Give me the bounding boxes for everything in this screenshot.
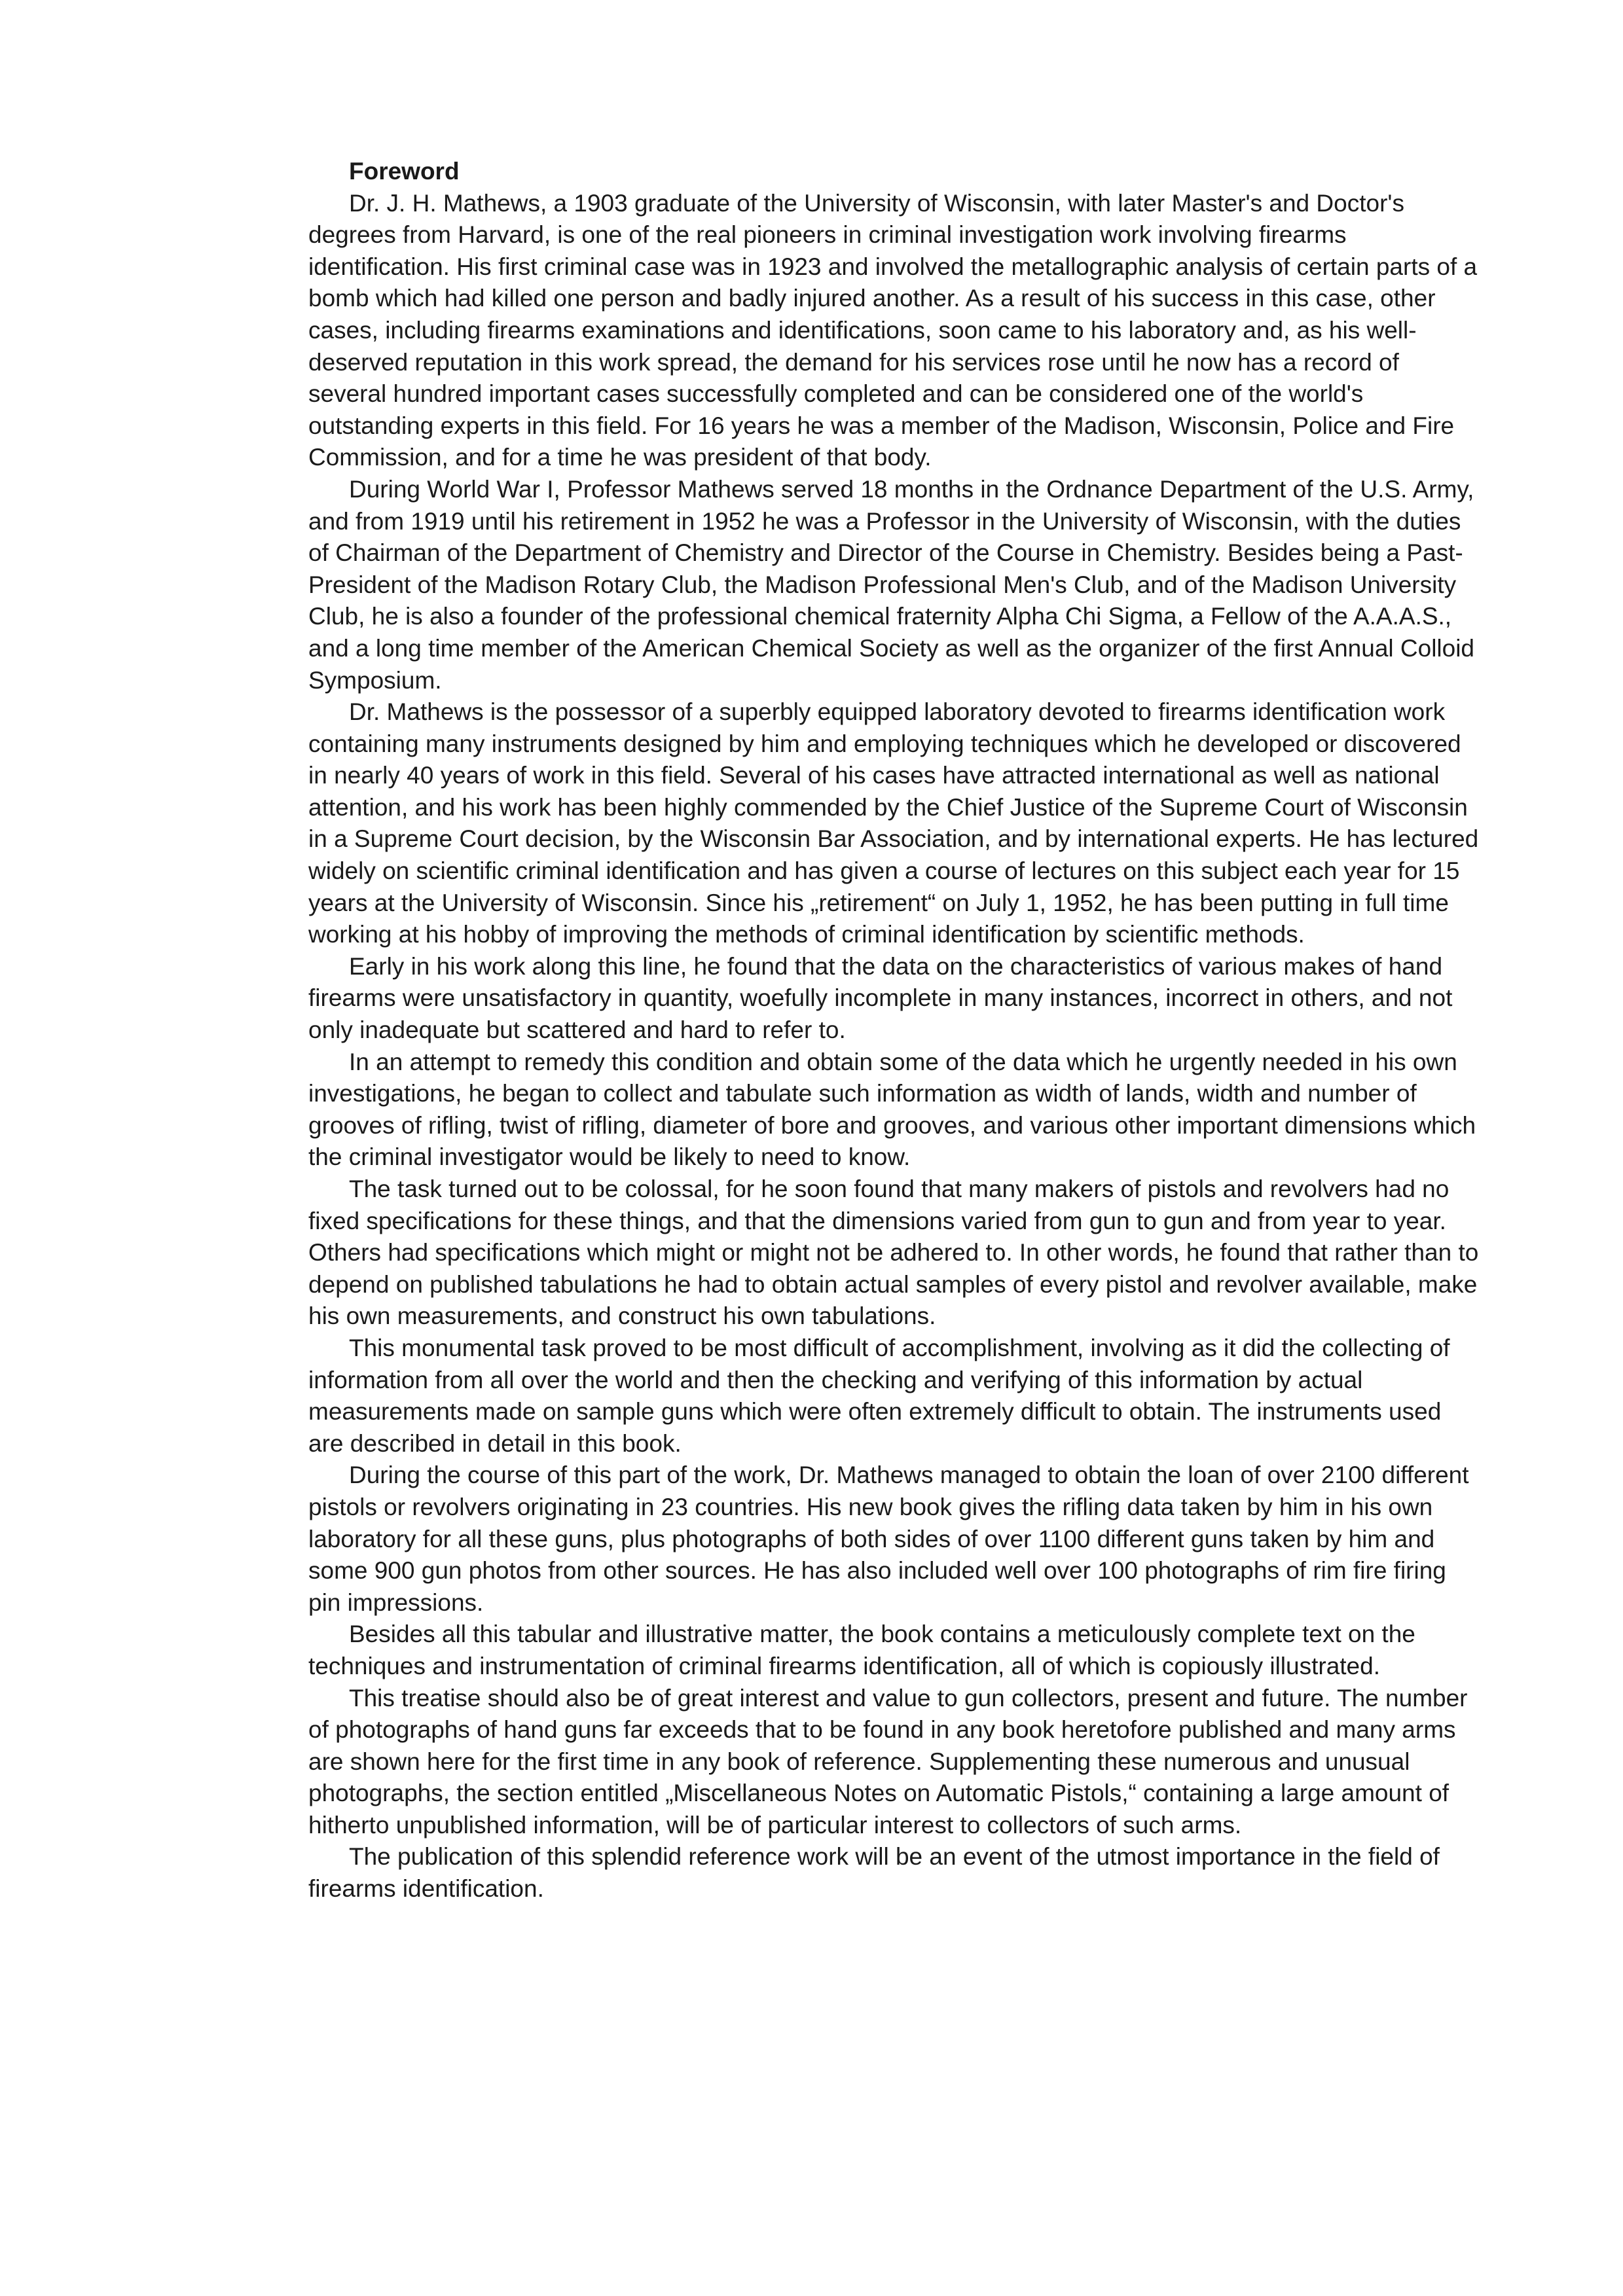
paragraph-1: Dr. J. H. Mathews, a 1903 graduate of the University of Wisconsin, with later Master's and Doctor's degrees from Harvard, is one of the real pioneers in criminal investigation work involving firearms identification. His first criminal case was in 1923 and involved the metallographic analysis of certain parts of a bomb which had killed one person and badly injured another. As a result of his success in this case, other cases, including firearms examinations and identifications, soon came to his laboratory and, as his well-deserved reputation in this work spread, the demand for his services rose until he now has a record of several hundred important cases successfully completed and can be considered one of the world's outstanding experts in this field. For 16 years he was a member of the Madison, Wisconsin, Police and Fire Commission, and for a time he was president of that body. <box>308 189 1478 471</box>
paragraph-10: This treatise should also be of great interest and value to gun collectors, present and future. The number of photographs of hand guns far exceeds that to be found in any book heretofore published and many arms are shown here for the first time in any book of reference. Supplementing these numerous and unusual photographs, the section entitled „Miscellaneous Notes on Automatic Pistols,“ containing a large amount of hitherto unpublished information, will be of particular interest to collectors of such arms. <box>308 1684 1468 1839</box>
paragraph-7: This monumental task proved to be most difficult of accomplishment, involving as it did the collecting of information from all over the world and then the checking and verifying of this information by actual measurements made on sample guns which were often extremely difficult to obtain. The instruments used are described in detail in this book. <box>308 1334 1450 1457</box>
paragraph-6: The task turned out to be colossal, for he soon found that many makers of pistols and revolvers had no fixed specifications for these things, and that the dimensions varied from gun to gun and from year to year. Others had specifications which might or might not be adhered to. In other words, he found that rather than to depend on published tabulations he had to obtain actual samples of every pistol and revolver available, make his own measurements, and construct his own tabulations. <box>308 1175 1479 1330</box>
paragraph-8: During the course of this part of the work, Dr. Mathews managed to obtain the loan of over 2100 different pistols or revolvers originating in 23 countries. His new book gives the rifling data taken by him in his own laboratory for all these guns, plus photographs of both sides of over 1100 different guns taken by him and some 900 gun photos from other sources. He has also included well over 100 photographs of rim fire firing pin impressions. <box>308 1462 1469 1616</box>
paragraph-3: Dr. Mathews is the possessor of a superbly equipped laboratory devoted to firearms identification work containing many instruments designed by him and employing techniques which he developed or discovered in nearly 40 years of work in this field. Several of his cases have attracted international as well as national attention, and his work has been highly commended by the Chief Justice of the Supreme Court of Wisconsin in a Supreme Court decision, by the Wisconsin Bar Association, and by international experts. He has lectured widely on scientific criminal identification and has given a course of lectures on this subject each year for 15 years at the University of Wisconsin. Since his „retirement“ on July 1, 1952, he has been putting in full time working at his hobby of improving the methods of criminal identification by scientific methods. <box>308 698 1479 948</box>
paragraph-11: The publication of this splendid reference work will be an event of the utmost importance in the field of firearms identification. <box>308 1843 1440 1903</box>
paragraph-9: Besides all this tabular and illustrative matter, the book contains a meticulously complete text on the techniques and instrumentation of criminal firearms identification, all of which is copiously illustrated. <box>308 1621 1415 1679</box>
foreword-heading: Foreword <box>349 158 460 185</box>
paragraph-5: In an attempt to remedy this condition and obtain some of the data which he urgently needed in his own investigations, he began to collect and tabulate such information as width of lands, width and number of grooves of rifling, twist of rifling, diameter of bore and grooves, and various other important dimensions which the criminal investigator would be likely to need to know. <box>308 1048 1476 1171</box>
foreword-body <box>308 156 1480 1905</box>
paragraph-2: During World War I, Professor Mathews served 18 months in the Ordnance Department of the U.S. Army, and from 1919 until his retirement in 1952 he was a Professor in the University of Wisconsin, with the duties of Chairman of the Department of Chemistry and Director of the Course in Chemistry. Besides being a Past-President of the Madison Rotary Club, the Madison Professional Men's Club, and of the Madison University Club, he is also a founder of the professional chemical fraternity Alpha Chi Sigma, a Fellow of the A.A.A.S., and a long time member of the American Chemical Society as well as the organizer of the first Annual Colloid Symposium. <box>308 475 1475 694</box>
paragraph-4: Early in his work along this line, he found that the data on the characteristics of various makes of hand firearms were unsatisfactory in quantity, woefully incomplete in many instances, incorrect in others, and not only inadequate but scattered and hard to refer to. <box>308 952 1453 1044</box>
